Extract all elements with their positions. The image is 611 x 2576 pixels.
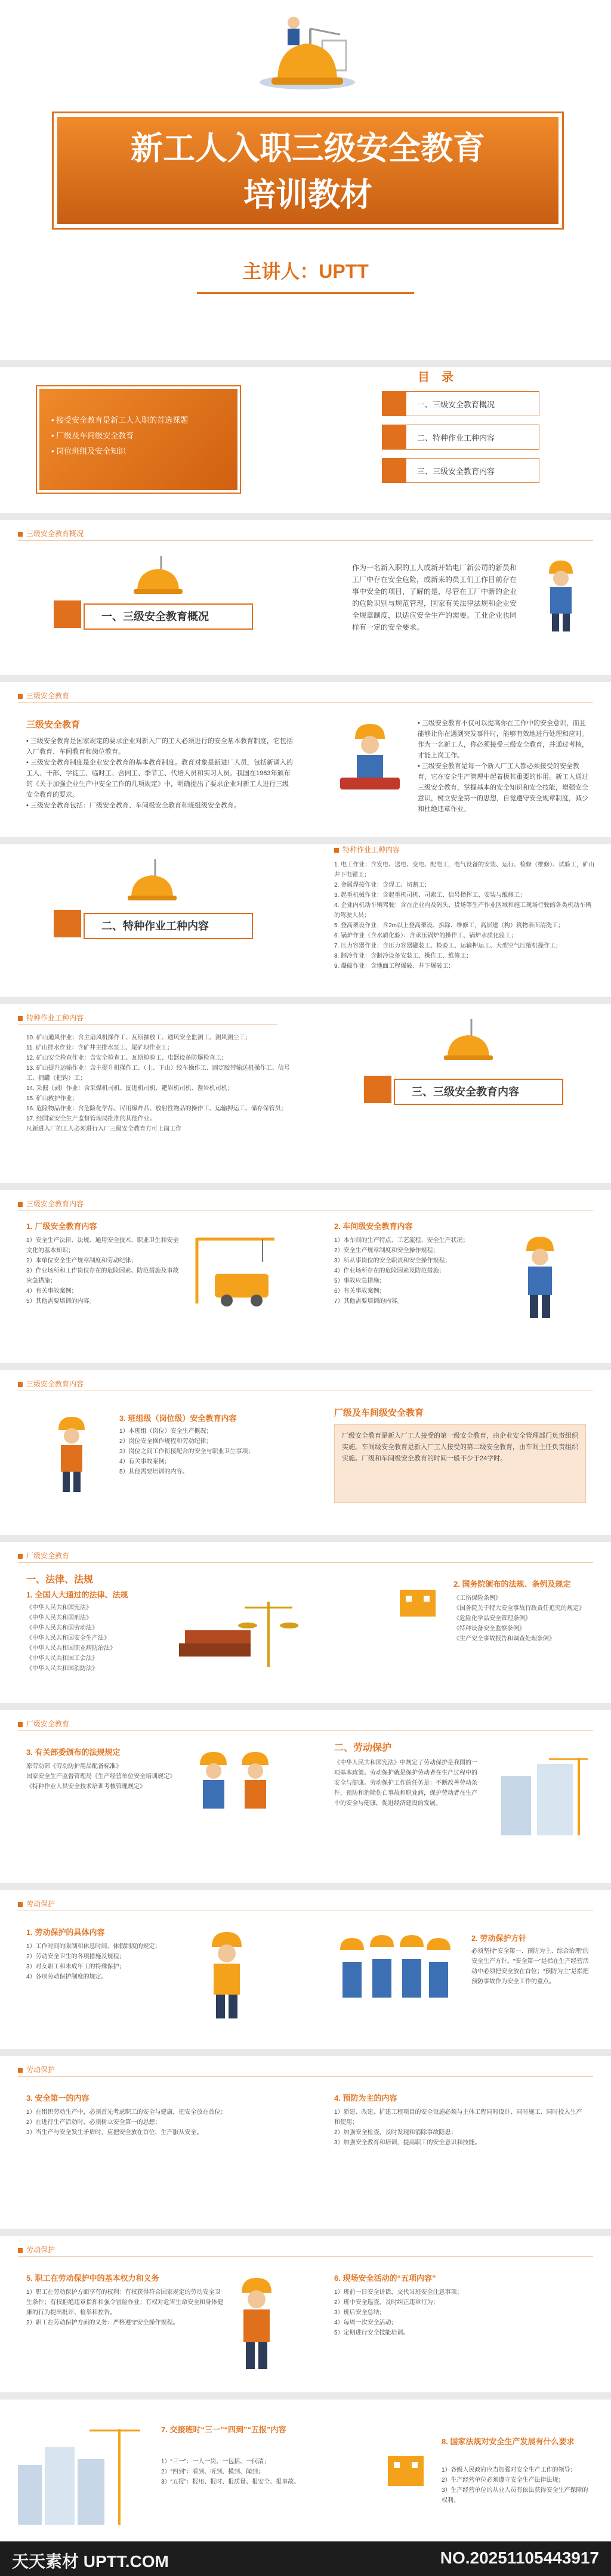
list-item: 《国务院关于特大安全事故行政责任追究的规定》 bbox=[453, 1605, 585, 1612]
section4-title: 三、三级安全教育内容 bbox=[412, 1086, 519, 1098]
list-item: 《特种设备安全监察条例》 bbox=[453, 1626, 525, 1632]
list-item: 1. 电工作业：含发电、送电、变电、配电工，电气设备的安装、运行、检修（维修）、试验工，矿山井下电钳工； bbox=[334, 862, 595, 878]
separator bbox=[0, 1883, 611, 1890]
prevention-paragraph: 1）新建、改建、扩建工程项目的安全设施必须与主体工程同时设计、同时施工、同时投入生产和使用； 2）加强安全检查，及时发现和消除事故隐患； 3）加强安全教育和培训，提高职工的安全意识和技能。 bbox=[334, 2109, 582, 2146]
list-item: 5）其他需要培训的内容。 bbox=[26, 1298, 95, 1305]
list-item: 《中华人民共和国劳动法》 bbox=[26, 1625, 98, 1631]
slide-tag: 三级安全教育内容 bbox=[18, 1379, 84, 1389]
list-item: 4）有关事故案例； bbox=[119, 1459, 171, 1465]
slide-tag: 特种作业工种内容 bbox=[334, 844, 400, 854]
hardhat-worker-illustration bbox=[436, 1016, 501, 1070]
list-item: 凡新进入厂的工人必须进行入厂三级安全教育方可上岗工作 bbox=[26, 1126, 181, 1132]
safety-first-title: 3. 安全第一的内容 bbox=[26, 2094, 90, 2103]
cover-title-line1: 新工人入职三级安全教育 bbox=[131, 131, 485, 166]
laws-left-title: 1. 全国人大通过的法律、法规 bbox=[26, 1590, 128, 1599]
section3-title: 二、特种作业工种内容 bbox=[101, 920, 209, 932]
section-number-block bbox=[364, 1076, 391, 1103]
thumbs-up-worker-illustration bbox=[334, 718, 406, 801]
list-item: 13. 矿山提升运输作业：含主提升机操作工、（上、下山）绞车操作工、固定胶带输送机操作工、信号工、拥罐（把钩）工； bbox=[26, 1065, 290, 1082]
section12-slide bbox=[0, 2399, 611, 2541]
section2-right-text: • 三级安全教育不仅可以提高你在工作中的安全意识，而且能够让你在遇到突发事件时，能够有效地进行处理和应对。作为一名新工人，你必须接受三级安全教育，并通过考核，才能上岗工作。 • 三级安全教育是每一个新入厂工人都必须接受的安全教育，它在安全生产管理中起着极其重要的作用。新工人通过三级安全教育，掌握基本的安全知识和安全技能，增强安全意识，树立安全第一的思想，自觉遵守安全规章制度，减少和杜绝违章作业。 bbox=[418, 720, 588, 813]
section3-slide bbox=[0, 844, 611, 997]
list-item: 《中华人民共和国工会法》 bbox=[26, 1655, 98, 1662]
laws-heading: 一、法律、法规 bbox=[26, 1575, 94, 1585]
toc-item-label: 三、三级安全教育内容 bbox=[417, 467, 495, 476]
section2-heading: 三级安全教育 bbox=[26, 720, 81, 730]
ministry-rules-title: 3. 有关部委颁布的法规规定 bbox=[26, 1748, 121, 1757]
list-item: 2）岗位安全操作规程和劳动纪律； bbox=[119, 1438, 212, 1445]
separator bbox=[0, 1363, 611, 1370]
list-item: 14. 采掘（剥）作业：含采煤机司机、掘进机司机、耙岩机司机、凿岩机司机； bbox=[26, 1085, 233, 1092]
worker-with-tool-illustration bbox=[513, 1232, 567, 1321]
section-number-block bbox=[54, 910, 81, 937]
list-item: 1）工作时间的限制和休息时间、休假制度的规定； bbox=[26, 1943, 161, 1950]
slide-tag: 三级安全教育概况 bbox=[18, 528, 84, 538]
list-item: 9. 爆破作业：含地面工程爆破、井下爆破工； bbox=[334, 963, 455, 970]
toc-left-panel bbox=[37, 386, 240, 493]
section1-title: 一、三级安全教育概况 bbox=[101, 611, 209, 623]
building-site-illustration bbox=[489, 1752, 591, 1841]
section5-slide bbox=[0, 1190, 611, 1363]
section-number-block bbox=[54, 600, 81, 628]
handover-title: 7. 交接班时“三一”“四到”“五报”内容 bbox=[161, 2425, 286, 2434]
section6-right-paragraph: 厂级安全教育是新入厂工人接受的第一级安全教育，由企业安全管理部门负责组织实施。车间级安全教育是新入厂工人接受的第二级安全教育，由车间主任负责组织实施。厂级和车间级安全教育的时间一般不少于24学时。 bbox=[342, 1432, 578, 1462]
list-item: 5）其他需要培训的内容。 bbox=[119, 1469, 189, 1475]
building-icon bbox=[394, 1578, 442, 1620]
list-item: 12. 矿山安全检查作业：含安全检查工、瓦斯检验工、电器设备防爆检查工； bbox=[26, 1055, 227, 1061]
separator bbox=[0, 2049, 611, 2056]
rights-duties-title: 5. 职工在劳动保护中的基本权力和义务 bbox=[26, 2274, 159, 2283]
list-item: 2）安全生产规章制度和安全操作规程； bbox=[334, 1247, 439, 1254]
law-books-scale-illustration bbox=[167, 1584, 298, 1679]
labor-protection-paragraph: 《中华人民共和国宪法》中规定了劳动保护是我国的一项基本政策。劳动保护就是保护劳动者在生产过程中的安全与健康。劳动保护工作的任务是：不断改善劳动条件，预防和消除伤亡事故和职业病，保护劳动者在生产中的安全与健康，促进经济建设的发展。 bbox=[334, 1760, 477, 1807]
list-item: 1）安全生产法律、法规、通用安全技术、职业卫生和安全文化的基本知识； bbox=[26, 1237, 179, 1254]
separator bbox=[0, 2229, 611, 2236]
list-item: 6. 锅炉作业（含水质化验）：含承压锅炉的操作工、锅炉水质化验工； bbox=[334, 933, 517, 939]
slide-tag: 劳动保护 bbox=[18, 2064, 55, 2075]
list-item: 1）本车间的生产特点、工艺流程、安全生产状况； bbox=[334, 1237, 469, 1244]
section1-slide bbox=[0, 520, 611, 675]
regulation-title: 8. 国家法规对安全生产发展有什么要求 bbox=[442, 2437, 575, 2446]
list-item: 16. 危险物品作业：含危险化学品、民用爆炸品、放射性物品的操作工、运输押运工、储存保管员； bbox=[26, 1106, 287, 1112]
worker-with-drill-illustration bbox=[227, 2272, 286, 2373]
section8-slide bbox=[0, 1710, 611, 1883]
watermark-footer bbox=[0, 2541, 611, 2576]
hardhat-worker-illustration bbox=[125, 550, 191, 603]
slide-tag: 厂级安全教育 bbox=[18, 1719, 69, 1729]
list-item: 《特种作业人员安全技术培训考核管理规定》 bbox=[26, 1784, 146, 1790]
separator bbox=[0, 837, 611, 844]
list-item: 17. 经国家安全生产监督管理局批准的其他作业。 bbox=[26, 1116, 156, 1122]
two-workers-illustration bbox=[191, 1746, 280, 1835]
section1-paragraph: 作为一名新入职的工人或新开始电厂新公司的新员和工厂中存在安全危险，或新来的员工们工作目前存在事中安全的项目，了解的是，尽管在工厂中新的企业的危险识别与规范管理，国家有关法律法规和企业安全规章制度，以适应安全生产的需要。工业企业也同样有一定的安全要求。 bbox=[352, 564, 517, 631]
section6-right-box bbox=[334, 1424, 586, 1503]
labor-protection-heading: 二、劳动保护 bbox=[334, 1743, 392, 1753]
laws-right-title: 2. 国务院颁布的法规、条例及规定 bbox=[453, 1580, 571, 1589]
list-item: 《危险化学品安全管理条例》 bbox=[453, 1615, 531, 1622]
cover-slide bbox=[0, 0, 611, 370]
regulation-paragraph: 1）各级人民政府应当加强对安全生产工作的领导； 2）生产经营单位必须遵守安全生产法律法规； 3）生产经营单位的从业人员有依法获得安全生产保障的权利。 bbox=[442, 2467, 588, 2504]
five-items-title: 6. 现场安全活动的“五项内容” bbox=[334, 2274, 436, 2283]
list-item: 7）其他需要培训的内容。 bbox=[334, 1298, 403, 1305]
protection-policy-paragraph: 必须坚持“安全第一、预防为主、综合治理”的安全生产方针。“安全第一”是指在生产经营活动中必须把安全放在首位；“预防为主”是指把预防事故作为安全工作的重点。 bbox=[471, 1948, 589, 1985]
separator bbox=[0, 675, 611, 682]
list-item: 15. 矿山救护作业； bbox=[26, 1095, 78, 1102]
section6-right-heading: 厂级及车间级安全教育 bbox=[334, 1408, 424, 1418]
list-item: 3. 起重机械作业：含起重机司机、司索工、信号指挥工、安装与维修工； bbox=[334, 892, 526, 899]
cover-speaker: 主讲人：UPTT bbox=[242, 261, 369, 282]
toc-item-3[interactable] bbox=[382, 458, 539, 483]
separator bbox=[0, 1703, 611, 1710]
hardhat-worker-illustration bbox=[251, 11, 364, 106]
section7-slide bbox=[0, 1542, 611, 1703]
section2-left-text: • 三级安全教育是国家规定的要求企业对新入厂的工人必须进行的安全基本教育制度，它包括入厂教育、车间教育和岗位教育。 • 三级安全教育制度是企业安全教育的基本教育制度。教育对象是新进厂人员，包括新调入的工人、干部、学徒工、临时工、合同工、季节工、代培人员和实习人员。我国在1963年颁布的《关于加强企业生产中安全工作的几项规定》中，明确提出了要求企业对新工人进行三级安全教育的要求。 • 三级安全教育包括：厂级安全教育、车间级安全教育和班组级安全教育。 bbox=[26, 738, 293, 809]
list-item: 3）作业场所和工作岗位存在的危险因素、防范措施及事故应急措施； bbox=[26, 1268, 179, 1284]
workshop-level-title: 2. 车间级安全教育内容 bbox=[334, 1222, 413, 1231]
city-buildings-illustration bbox=[12, 2417, 143, 2525]
speaker-underline bbox=[197, 292, 414, 294]
team-level-title: 3. 班组级（岗位级）安全教育内容 bbox=[119, 1414, 237, 1423]
worker-illustration bbox=[48, 1412, 95, 1496]
list-item: 5. 登高架设作业：含2m以上登高架设、拆除、维修工，高层建（构）筑物表面清洗工； bbox=[334, 922, 564, 929]
list-item: 2. 金属焊接作业：含焊工、切割工； bbox=[334, 882, 431, 888]
section11-slide bbox=[0, 2236, 611, 2392]
list-item: 3）岗位之间工作衔接配合的安全与职业卫生事项； bbox=[119, 1448, 254, 1455]
list-item: 《中华人民共和国职业病防治法》 bbox=[26, 1645, 116, 1652]
separator bbox=[0, 997, 611, 1004]
list-item: 《生产安全事故报告和调查处理条例》 bbox=[453, 1636, 555, 1642]
toc-left-item: • 厂级及车间级安全教育 bbox=[51, 431, 134, 440]
footer-right-text: NO.20251105443917 bbox=[440, 2549, 599, 2567]
list-item: 5）事故应急措施； bbox=[334, 1278, 385, 1284]
list-item: 4）各项劳动保护制度的规定。 bbox=[26, 1974, 107, 1980]
worker-team-illustration bbox=[334, 1926, 453, 2021]
list-item: 《中华人民共和国宪法》 bbox=[26, 1605, 92, 1611]
toc-item-label: 二、特种作业工种内容 bbox=[417, 434, 495, 442]
prevention-title: 4. 预防为主的内容 bbox=[334, 2094, 397, 2103]
separator bbox=[0, 1535, 611, 1542]
building-icon bbox=[382, 2441, 430, 2489]
factory-level-title: 1. 厂级安全教育内容 bbox=[26, 1222, 97, 1231]
protection-policy-title: 2. 劳动保护方针 bbox=[471, 1934, 527, 1943]
section2-slide bbox=[0, 682, 611, 837]
section9-slide bbox=[0, 1890, 611, 2049]
list-item: 4）作业场所存在的危险因素及防范措施； bbox=[334, 1268, 445, 1274]
hardhat-worker-illustration bbox=[119, 856, 185, 910]
slide-tag: 三级安全教育内容 bbox=[18, 1199, 84, 1209]
toc-item-2[interactable] bbox=[382, 425, 539, 450]
toc-item-1[interactable] bbox=[382, 391, 539, 416]
handover-paragraph: 1）“三一”：一人一岗、一包括、一问清； 2）“四到”：看到、听到、摸到、闻到； 3）“五报”：报用、报时、报质量、报安全、报事故。 bbox=[161, 2459, 300, 2485]
separator bbox=[0, 513, 611, 520]
construction-machinery-illustration bbox=[179, 1232, 286, 1309]
five-items-paragraph: 1）班前一日安全讲话，交代当班安全注意事项； 2）班中安全巡查，及时纠正违章行为； 3）班后安全总结； 4）每周一次安全活动； 5）定期进行安全技能培训。 bbox=[334, 2289, 463, 2336]
list-item: 8. 制冷作业：含制冷设备安装工、操作工、维修工； bbox=[334, 953, 473, 959]
slide-tag: 厂级安全教育 bbox=[18, 1550, 69, 1561]
cover-title-box bbox=[54, 113, 562, 228]
list-item: 1）本班组（岗位）安全生产概况； bbox=[119, 1428, 212, 1435]
list-item: 国家安全生产监督管理局《生产经营单位安全培训规定》 bbox=[26, 1773, 175, 1780]
separator bbox=[0, 2392, 611, 2399]
toc-slide bbox=[0, 367, 611, 520]
list-item: 《中华人民共和国刑法》 bbox=[26, 1615, 92, 1621]
list-item: 6）有关事故案例； bbox=[334, 1288, 385, 1295]
list-item: 7. 压力容器作业：含压力容器罐装工、检验工、运输押运工、大型空气压缩机操作工； bbox=[334, 943, 562, 949]
separator bbox=[0, 360, 611, 367]
toc-left-item: • 接受安全教育是新工人入职的首选课题 bbox=[51, 416, 189, 425]
footer-left-text: 天天素材 UPTT.COM bbox=[12, 2552, 169, 2571]
list-item: 2）劳动安全卫生的各项措施及规程； bbox=[26, 1953, 125, 1960]
toc-left-item: • 岗位班组及安全知识 bbox=[51, 447, 126, 456]
rights-duties-paragraph: 1）职工在劳动保护方面享有的权利：有权获得符合国家规定的劳动安全卫生条件；有权拒绝违章指挥和强令冒险作业；有权对危害生命安全和身体健康的行为提出批评、检举和控告。 2）职工在劳动保护方面的义务：严格遵守安全操作规程。 bbox=[26, 2289, 223, 2326]
section6-slide bbox=[0, 1370, 611, 1535]
protection-content-title: 1. 劳动保护的具体内容 bbox=[26, 1928, 105, 1937]
worker-illustration bbox=[197, 1926, 257, 2021]
list-item: 《工伤保险条例》 bbox=[453, 1595, 501, 1602]
slide-tag: 劳动保护 bbox=[18, 2244, 55, 2255]
toc-item-label: 一、三级安全教育概况 bbox=[417, 400, 495, 409]
separator bbox=[0, 1183, 611, 1190]
list-item: 3）对女职工和未成年工的特殊保护； bbox=[26, 1964, 125, 1970]
section4-slide bbox=[0, 1004, 611, 1183]
engineer-worker-illustration bbox=[537, 556, 585, 633]
list-item: 4）有关事故案例； bbox=[26, 1288, 78, 1295]
slide-tag: 劳动保护 bbox=[18, 1899, 55, 1909]
list-item: 11. 矿山排水作业：含矿井主排水泵工、尾矿坝作业工； bbox=[26, 1045, 173, 1051]
list-item: 10. 矿山通风作业：含主扇风机操作工、瓦斯抽放工、通风安全监测工、测风测尘工； bbox=[26, 1035, 251, 1041]
list-item: 《中华人民共和国安全生产法》 bbox=[26, 1635, 110, 1642]
list-item: 4. 企业内机动车辆驾驶：含在企业内及码头、货场等生产作业区域和施工现场行驶的各类机动车辆的驾驶人员； bbox=[334, 902, 592, 919]
section10-slide bbox=[0, 2056, 611, 2229]
slide-tag: 特种作业工种内容 bbox=[18, 1013, 84, 1023]
list-item: 2）本单位安全生产规章制度和劳动纪律； bbox=[26, 1258, 137, 1264]
list-item: 3）所从事岗位的安全职责和安全操作规程； bbox=[334, 1258, 451, 1264]
list-item: 《中华人民共和国消防法》 bbox=[26, 1665, 98, 1672]
list-item: 原劳动部《劳动防护用品配备标准》 bbox=[26, 1763, 122, 1770]
safety-first-paragraph: 1）在组织劳动生产中，必须首先考虑职工的安全与健康，把安全放在首位； 2）在进行生产活动时，必须树立安全第一的思想； 3）当生产与安全发生矛盾时，应把安全放在首位，生产服从安全。 bbox=[26, 2109, 227, 2136]
slide-tag: 三级安全教育 bbox=[18, 691, 69, 701]
toc-heading: 目 录 bbox=[418, 371, 453, 384]
cover-title-line2: 培训教材 bbox=[243, 177, 372, 213]
